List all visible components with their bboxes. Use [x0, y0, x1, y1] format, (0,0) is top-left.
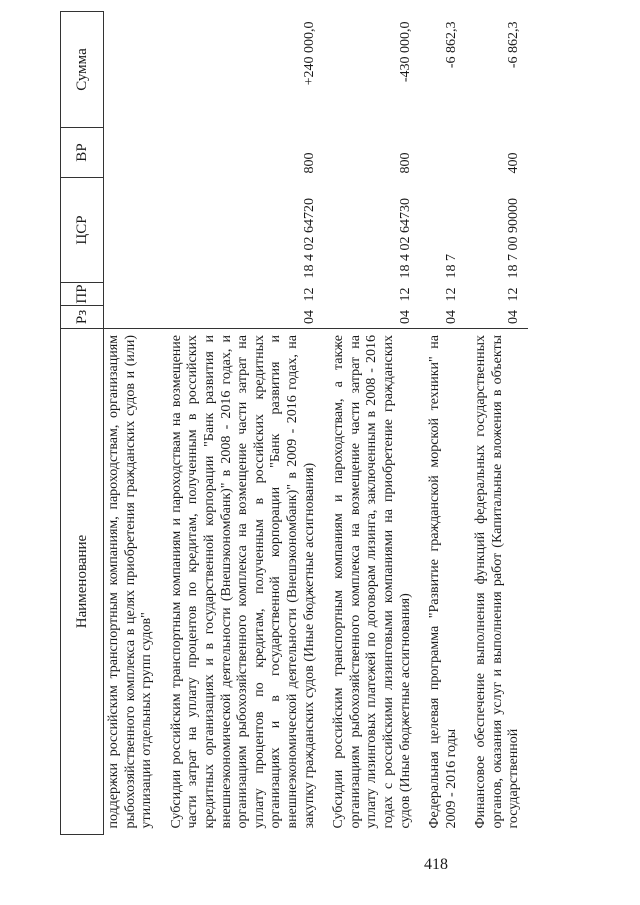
- row-vr: [104, 128, 161, 178]
- row-sum: -6 862,3: [443, 21, 459, 69]
- header-csr: ЦСР: [61, 178, 104, 283]
- header-name: Наименование: [61, 329, 104, 835]
- row-name: Субсидии российским транспортным компаниям и пароходствам, а также организациям рыбохозяйственного комплекса на возмещение части затрат на уплату лизинговых платежей по договорам лизинга, заключенным в 2008 - 2016 годах с российскими лизинговыми компаниями на приобретение гражданских судов (Иные бюджетные ассигнования): [323, 329, 419, 835]
- row-sum: -6 862,3: [506, 21, 522, 69]
- table-row: [323, 12, 419, 835]
- row-name: Федеральная целевая программа "Развитие гражданской морской техники" на 2009 - 2016 годы: [419, 329, 465, 835]
- header-sum: Сумма: [61, 12, 104, 128]
- table-row: [161, 12, 323, 835]
- table-row: [465, 12, 528, 835]
- row-sum: -430 000,0: [397, 21, 413, 83]
- row-pr: 12: [506, 287, 522, 302]
- row-vr: 400: [506, 152, 522, 174]
- row-pr: 12: [443, 287, 459, 302]
- row-rz: 04: [397, 310, 413, 324]
- row-csr: 18 7: [443, 254, 459, 279]
- row-vr: 800: [301, 152, 317, 174]
- row-pr: 12: [397, 287, 413, 302]
- row-csr: [104, 178, 161, 283]
- row-sum: [104, 12, 161, 128]
- header-pr: ПР: [61, 283, 104, 306]
- table-row: [419, 12, 465, 835]
- row-name: поддержки российским транспортным компаниям, пароходствам, организациям рыбохозяйственного комплекса в целях приобретения гражданских судов и (или) утилизации отдельных групп судов": [104, 329, 161, 835]
- table-header-row: [61, 12, 104, 835]
- row-rz: 04: [301, 310, 317, 324]
- row-rz: 04: [506, 310, 522, 324]
- page-number: 418: [424, 856, 448, 873]
- row-sum: +240 000,0: [301, 21, 317, 86]
- row-vr: [419, 128, 465, 178]
- row-csr: 18 4 02 64730: [397, 198, 413, 279]
- budget-table: [60, 11, 528, 835]
- row-rz: 04: [443, 310, 459, 324]
- row-pr: 12: [301, 287, 317, 302]
- row-rz: [104, 306, 161, 329]
- row-csr: 18 7 00 90000: [506, 198, 522, 279]
- row-vr: 800: [397, 152, 413, 174]
- header-vr: ВР: [61, 128, 104, 178]
- table-row: [104, 12, 161, 835]
- row-name: Финансовое обеспечение выполнения функций федеральных государственных органов, оказания услуг и выполнения работ (Капитальные вложения в объекты государственной: [465, 329, 528, 835]
- header-rz: Рз: [61, 306, 104, 329]
- row-name: Субсидии российским транспортным компаниям и пароходствам на возмещение части затрат на уплату процентов по кредитам, полученным в российских кредитных организациях и в государственной корпорации "Банк развития и внешнеэкономической деятельности (Внешэкономбанк)" в 2008 - 2016 годах, и организациям рыбохозяйственного комплекса на возмещение части затрат на уплату процентов по кредитам, полученным в российских кредитных организациях и в государственной корпорации "Банк развития и внешнеэкономической деятельности (Внешэкономбанк)" в 2009 - 2016 годах, на закупку гражданских судов (Иные бюджетные ассигнования): [161, 329, 323, 835]
- row-csr: 18 4 02 64720: [301, 198, 317, 279]
- row-pr: [104, 283, 161, 306]
